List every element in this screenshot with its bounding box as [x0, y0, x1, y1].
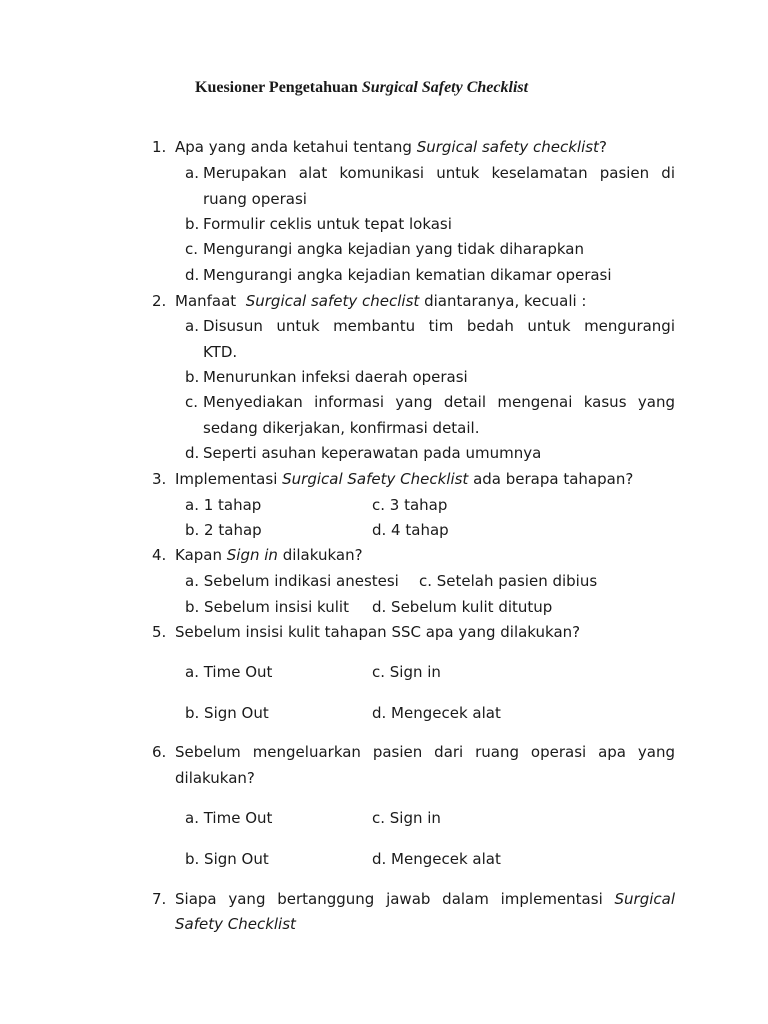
question-text-italic: Sign in: [226, 546, 278, 564]
page-title: [195, 78, 528, 98]
question-text-part: ada berapa tahapan?: [468, 470, 634, 488]
option-d: d. Sebelum kulit ditutup: [372, 598, 553, 616]
question-text-italic: Surgical: [614, 890, 675, 908]
question-text-part: ?: [598, 138, 607, 156]
option-text: Mengurangi angka kejadian kematian dikamar operasi: [203, 266, 612, 284]
question-number: 4.: [152, 546, 167, 564]
question-text-part: dilakukan?: [277, 546, 363, 564]
option-c: c. Setelah pasien dibius: [419, 572, 598, 590]
option-text: Seperti asuhan keperawatan pada umumnya: [203, 444, 542, 462]
title-italic: Surgical Safety Checklist: [361, 79, 529, 96]
option-a: a. Sebelum indikasi anestesi: [185, 572, 399, 590]
option-c: c. Sign in: [372, 663, 441, 681]
option-b: b. Sign Out: [185, 850, 269, 868]
question-number: 2.: [152, 292, 167, 310]
option-b: b. Sign Out: [185, 704, 269, 722]
option-text: Menurunkan infeksi daerah operasi: [203, 368, 468, 386]
question-text-part: Kapan: [175, 546, 227, 564]
option-a: a. Time Out: [185, 809, 273, 827]
question-text-italic: Safety Checklist: [175, 915, 296, 933]
option-d: d. Mengecek alat: [372, 704, 501, 722]
question-text-part: Manfaat: [175, 292, 246, 310]
question-text: [175, 890, 675, 908]
option-text-continued: ruang operasi: [203, 190, 307, 208]
option-label: c.: [185, 240, 199, 258]
option-text: Mengurangi angka kejadian yang tidak diharapkan: [203, 240, 584, 258]
option-a: a. 1 tahap: [185, 496, 262, 514]
option-label: d.: [185, 266, 200, 284]
question-text: Sebelum insisi kulit tahapan SSC apa yang dilakukan?: [175, 623, 581, 641]
question-number: 5.: [152, 623, 167, 641]
question-text-continued: [175, 915, 296, 933]
option-text: Merupakan alat komunikasi untuk keselamatan pasien di: [203, 164, 675, 182]
title-plain: Kuesioner Pengetahuan: [195, 79, 362, 96]
question-text: [175, 292, 586, 310]
question-text: Sebelum mengeluarkan pasien dari ruang operasi apa yang: [175, 743, 675, 761]
option-text: Menyediakan informasi yang detail mengenai kasus yang: [203, 393, 675, 411]
question-text: [175, 138, 607, 156]
option-label: b.: [185, 368, 200, 386]
option-label: a.: [185, 317, 199, 335]
question-number: 7.: [152, 890, 167, 908]
question-text-italic: Surgical safety checklist: [416, 138, 599, 156]
question-text-italic: Surgical safety checlist: [245, 292, 420, 310]
question-number: 6.: [152, 743, 167, 761]
option-c: c. 3 tahap: [372, 496, 448, 514]
option-label: c.: [185, 393, 199, 411]
question-text-continued: dilakukan?: [175, 769, 255, 787]
question-text: [175, 470, 633, 488]
question-text-part: Siapa yang bertanggung jawab dalam implementasi: [175, 890, 615, 908]
question-text-part: Implementasi: [175, 470, 283, 488]
question-number: 1.: [152, 138, 167, 156]
option-b: b. 2 tahap: [185, 521, 262, 539]
question-text-italic: Surgical Safety Checklist: [282, 470, 469, 488]
option-text: Disusun untuk membantu tim bedah untuk mengurangi: [203, 317, 675, 335]
question-text-part: Apa yang anda ketahui tentang: [175, 138, 417, 156]
option-label: a.: [185, 164, 199, 182]
option-label: d.: [185, 444, 200, 462]
option-b: b. Sebelum insisi kulit: [185, 598, 349, 616]
question-text: [175, 546, 363, 564]
option-d: d. 4 tahap: [372, 521, 449, 539]
option-d: d. Mengecek alat: [372, 850, 501, 868]
option-label: b.: [185, 215, 200, 233]
option-a: a. Time Out: [185, 663, 273, 681]
question-number: 3.: [152, 470, 167, 488]
option-text-continued: KTD.: [203, 343, 238, 361]
option-text: Formulir ceklis untuk tepat lokasi: [203, 215, 452, 233]
option-text-continued: sedang dikerjakan, konfirmasi detail.: [203, 419, 480, 437]
option-c: c. Sign in: [372, 809, 441, 827]
question-text-part: diantaranya, kecuali :: [419, 292, 587, 310]
